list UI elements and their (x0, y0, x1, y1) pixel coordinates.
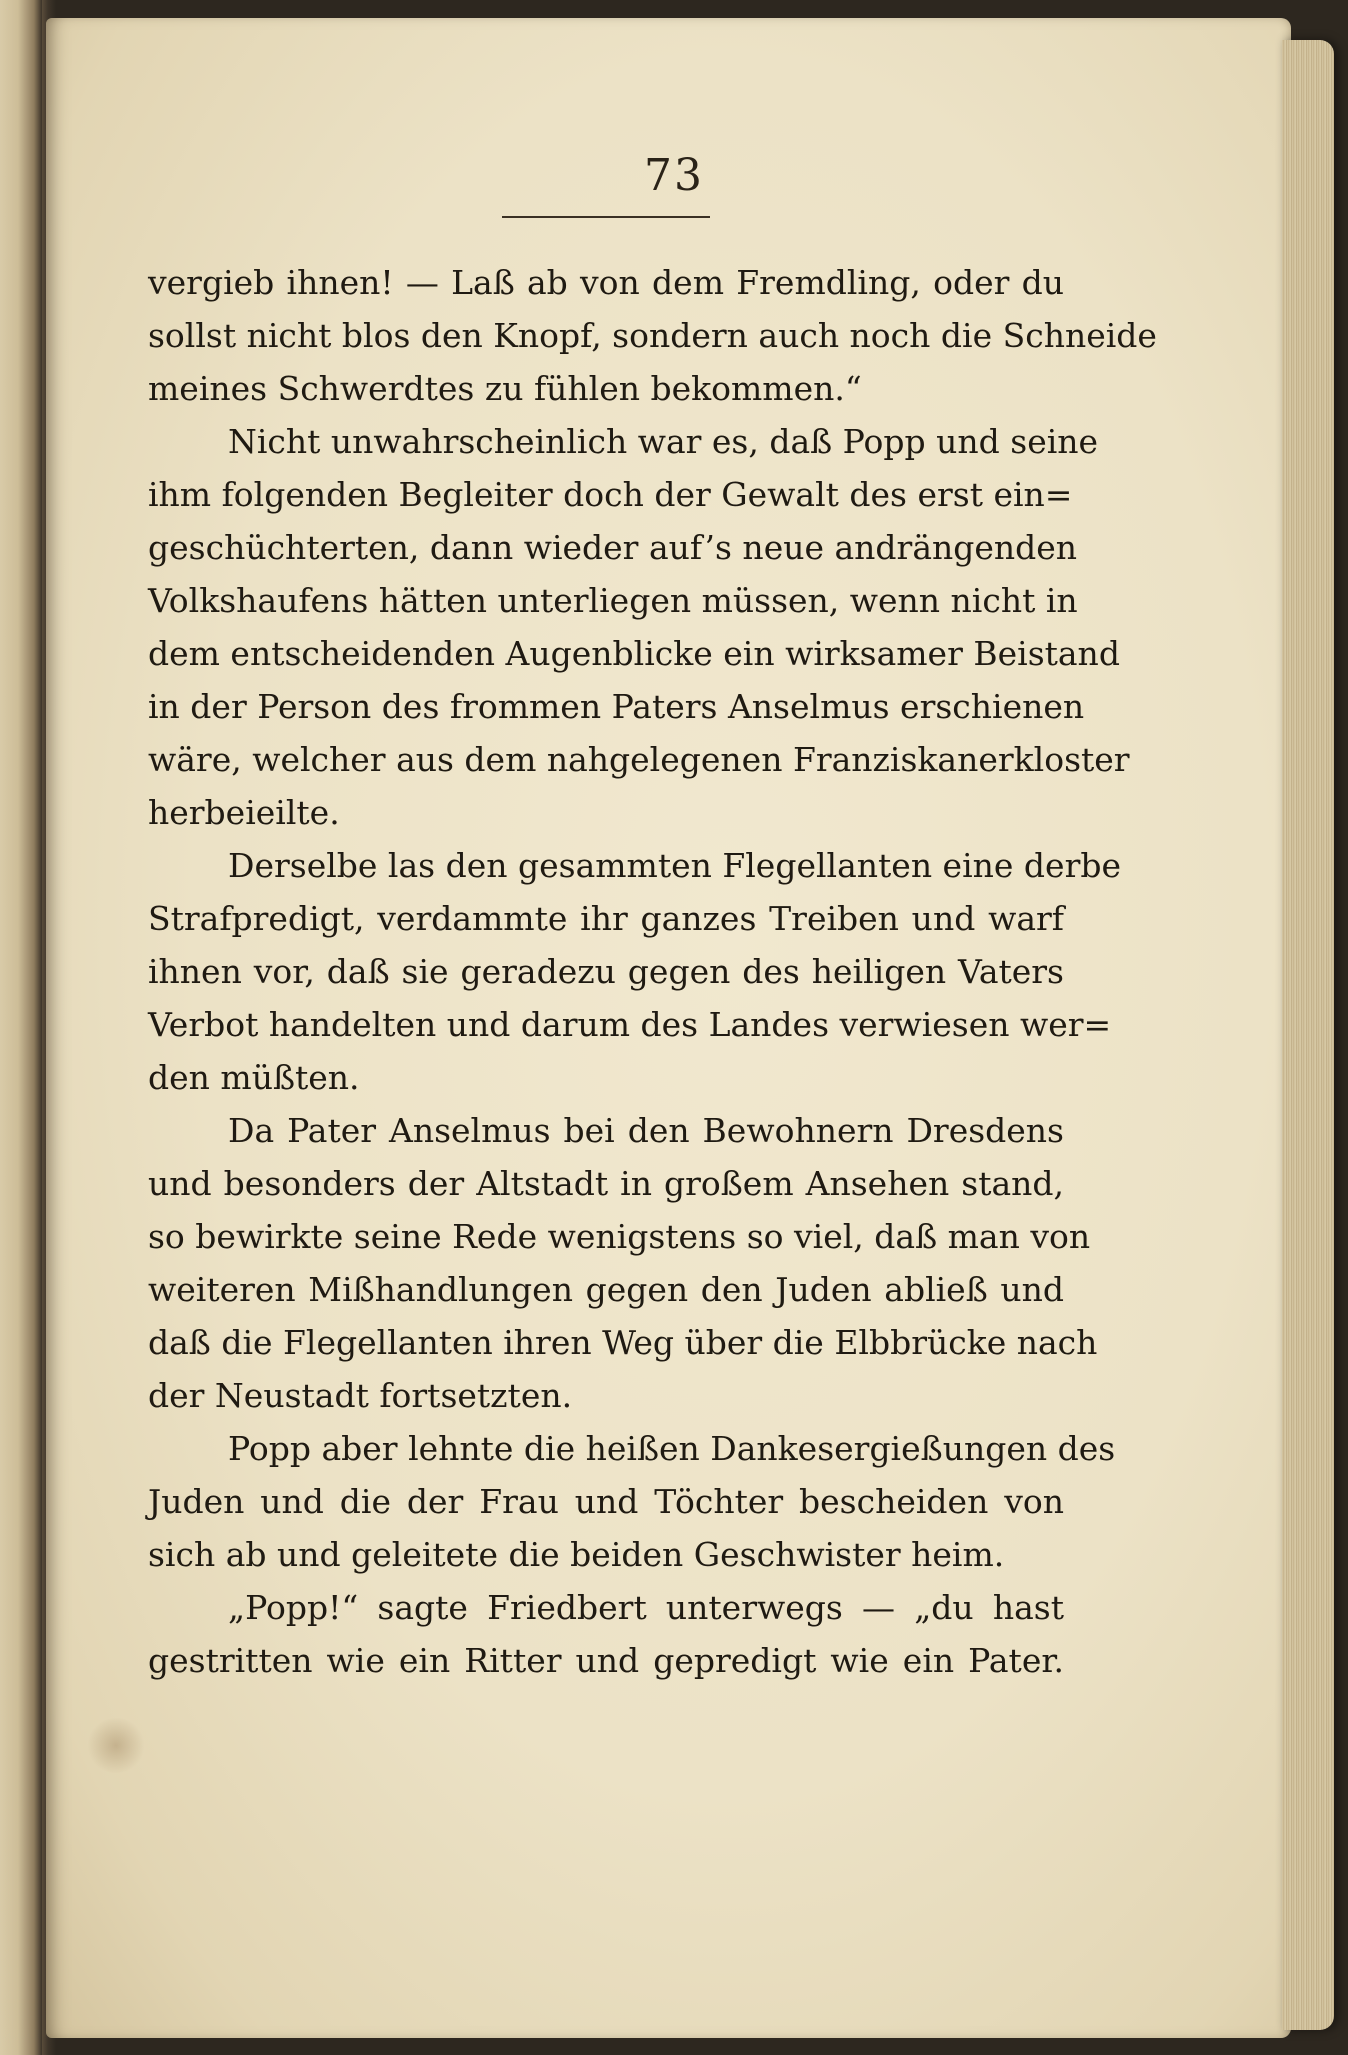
text-line: dem entscheidenden Augenblicke ein wirksamer Beistand (148, 634, 1120, 673)
text-line: Verbot handelten und darum des Landes verwiesen wer= (148, 1005, 1112, 1044)
text-line: sollst nicht blos den Knopf, sondern auch noch die Schneide (148, 316, 1157, 355)
previous-page-edge (0, 0, 42, 2055)
paper-stain (86, 1718, 146, 1773)
text-line: so bewirkte seine Rede wenigstens so viel, daß man von (148, 1217, 1091, 1256)
text-line: sich ab und geleitete die beiden Geschwister heim. (148, 1535, 1005, 1574)
text-line: Nicht unwahrscheinlich war es, daß Popp und seine (228, 422, 1099, 461)
text-line: daß die Flegellanten ihren Weg über die Elbbrücke nach (148, 1323, 1098, 1362)
text-line: „Popp!“ sagte Friedbert unterwegs — „du hast (228, 1588, 1064, 1627)
text-line: und besonders der Altstadt in großem Ansehen stand, (148, 1164, 1064, 1203)
text-line: herbeieilte. (148, 793, 340, 832)
text-line: vergieb ihnen! — Laß ab von dem Fremdling, oder du (148, 263, 1064, 302)
text-line: gestritten wie ein Ritter und gepredigt wie ein Pater. (148, 1641, 1064, 1680)
text-line: Derselbe las den gesammten Flegellanten eine derbe (228, 846, 1121, 885)
page-number: 73 (644, 150, 704, 201)
text-line: Da Pater Anselmus bei den Bewohnern Dresdens (228, 1111, 1064, 1150)
text-line: wäre, welcher aus dem nahgelegenen Franziskanerkloster (148, 740, 1130, 779)
text-line: ihnen vor, daß sie geradezu gegen des heiligen Vaters (148, 952, 1064, 991)
text-line: den müßten. (148, 1058, 360, 1097)
text-line: in der Person des frommen Paters Anselmus erschienen (148, 687, 1085, 726)
text-line: Strafpredigt, verdammte ihr ganzes Treiben und warf (148, 899, 1064, 938)
page-stack-edge (1282, 40, 1334, 2030)
text-line: Volkshaufens hätten unterliegen müssen, wenn nicht in (148, 581, 1078, 620)
text-line: weiteren Mißhandlungen gegen den Juden abließ und (148, 1270, 1064, 1309)
text-line: meines Schwerdtes zu fühlen bekommen.“ (148, 369, 862, 408)
text-line: der Neustadt fortsetzten. (148, 1376, 573, 1415)
text-line: geschüchterten, dann wieder auf’s neue andrängenden (148, 528, 1078, 567)
text-line: Juden und die der Frau und Töchter bescheiden von (148, 1482, 1064, 1521)
header-rule (502, 216, 710, 218)
text-line: ihm folgenden Begleiter doch der Gewalt des erst ein= (148, 475, 1073, 514)
text-line: Popp aber lehnte die heißen Dankesergießungen des (228, 1429, 1116, 1468)
